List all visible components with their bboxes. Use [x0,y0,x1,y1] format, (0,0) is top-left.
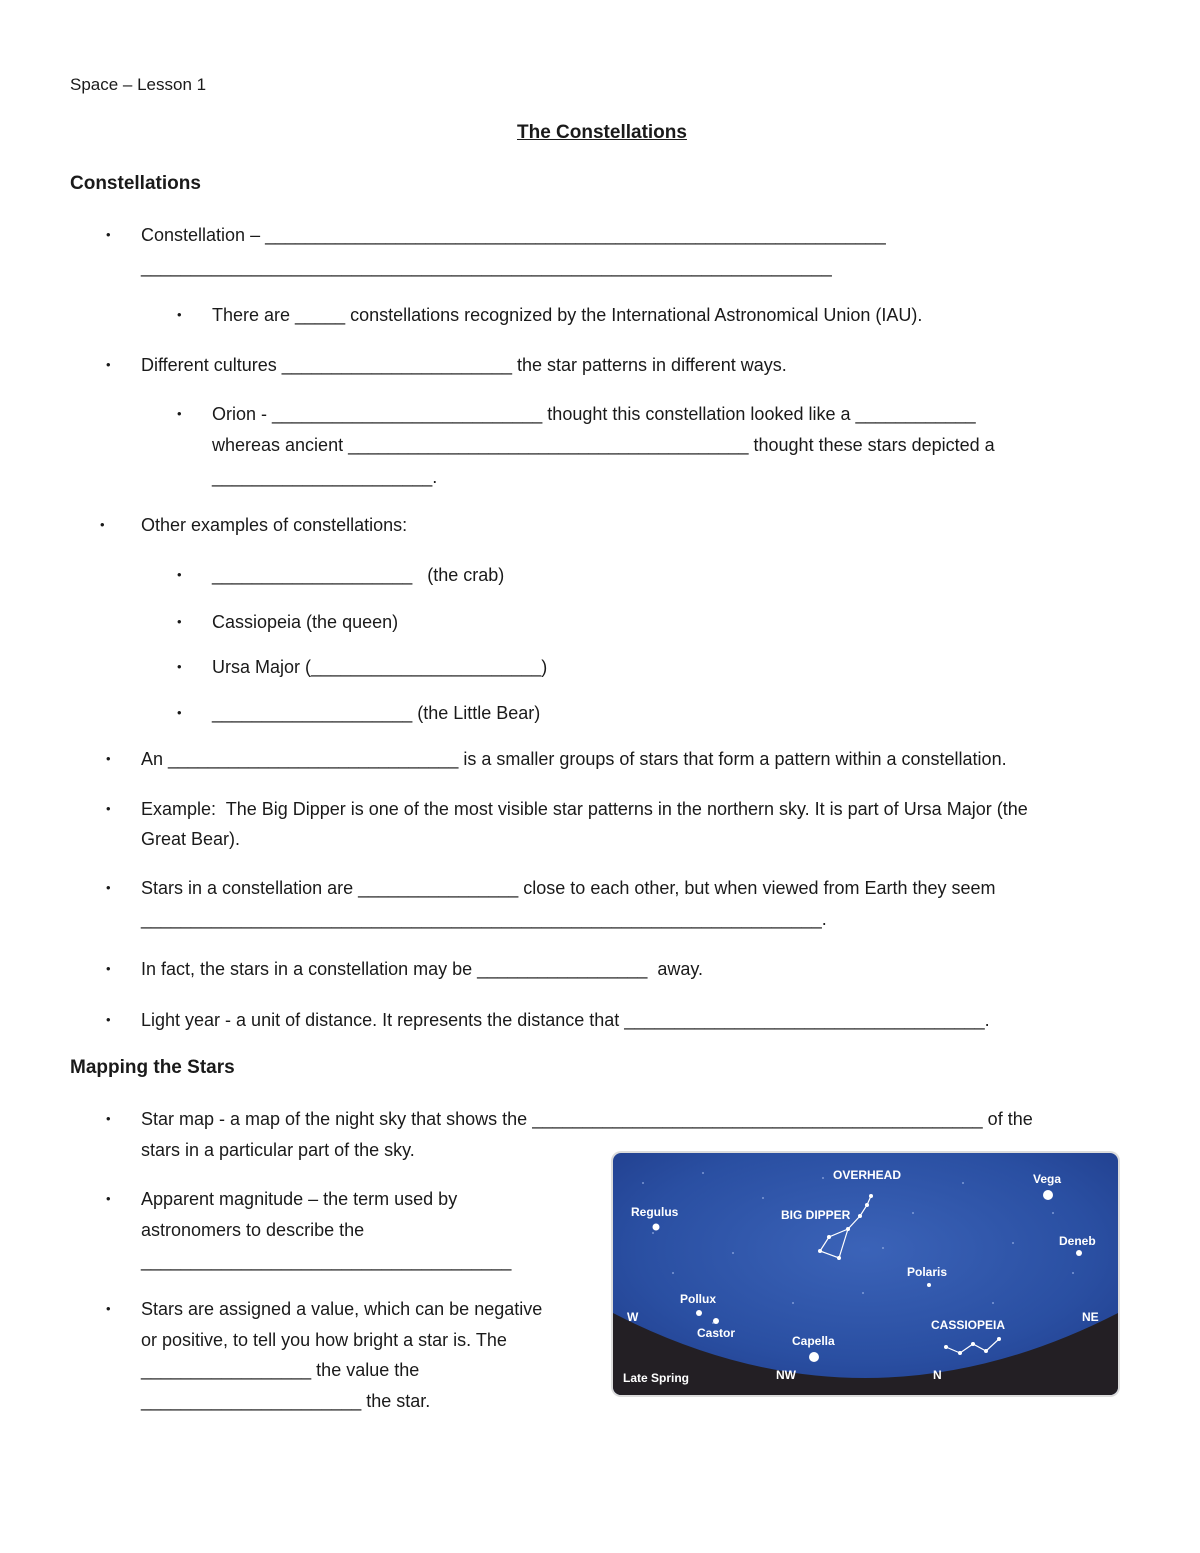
asterism-text: An _____________________________ is a smaller groups of stars that form a pattern within a constellation. [141,749,1007,769]
assigned-value-line-3: _________________ the value the [141,1360,420,1380]
light-year-text: Light year - a unit of distance. It represents the distance that ____________________________________. [141,1010,990,1030]
label-deneb: Deneb [1059,1234,1096,1248]
section-heading-mapping: Mapping the Stars [70,1057,235,1078]
assigned-value-line-4: ______________________ the star. [141,1391,431,1411]
bullet-icon: • [106,801,111,816]
star-castor [713,1318,719,1324]
label-big-dipper: BIG DIPPER [781,1208,851,1222]
label-west: W [627,1310,639,1324]
bullet-icon: • [106,1012,111,1027]
assigned-value-line-2: or positive, to tell you how bright a star is. The [141,1330,507,1350]
bullet-icon: • [106,357,111,372]
label-castor: Castor [697,1326,736,1340]
apparent-magnitude-line-2: astronomers to describe the [141,1220,365,1240]
bullet-icon: • [106,1191,111,1206]
star-capella [809,1352,819,1362]
example-ursa-major: Ursa Major (_______________________) [212,657,548,677]
label-season: Late Spring [623,1371,690,1385]
bullet-icon: • [106,1301,111,1316]
label-cassiopeia: CASSIOPEIA [931,1318,1006,1332]
bullet-icon: • [106,961,111,976]
bullet-icon: • [177,567,182,582]
page-title: The Constellations [517,122,687,143]
assigned-value-line-1: Stars are assigned a value, which can be negative [141,1299,543,1319]
label-capella: Capella [792,1334,835,1348]
label-vega: Vega [1033,1172,1062,1186]
example-crab: ____________________ (the crab) [212,565,505,585]
label-polaris: Polaris [907,1265,948,1279]
label-pollux: Pollux [680,1292,717,1306]
bullet-icon: • [177,307,182,322]
big-dipper-example-line-2: Great Bear). [141,829,241,849]
label-northeast: NE [1082,1310,1099,1324]
big-dipper-example-line-1: Example: The Big Dipper is one of the most visible star patterns in the northern sky. It is part of Ursa Major (the [141,799,1028,819]
orion-line-3: ______________________. [212,467,438,487]
cultures-text: Different cultures _______________________ the star patterns in different ways. [141,355,787,375]
bullet-icon: • [106,227,111,242]
star-map-line-2: stars in a particular part of the sky. [141,1140,415,1160]
label-north: N [933,1368,942,1382]
bullet-icon: • [106,1111,111,1126]
star-regulus [653,1224,660,1231]
bullet-icon: • [177,406,182,421]
orion-line-2: whereas ancient ________________________________________ thought these stars depicted a [212,435,995,455]
star-vega [1043,1190,1053,1200]
label-regulus: Regulus [631,1205,679,1219]
star-polaris [927,1283,931,1287]
stars-distance-line-1: Stars in a constellation are ________________ close to each other, but when viewed from Earth they seem [141,878,996,898]
orion-line-1: Orion - ___________________________ thought this constellation looked like a ____________ [212,404,976,424]
example-cassiopeia: Cassiopeia (the queen) [212,612,399,632]
star-map-image [613,1153,1118,1395]
header-text: Space – Lesson 1 [70,75,207,94]
star-pollux [696,1310,702,1316]
apparent-magnitude-line-3: _____________________________________ [141,1251,512,1271]
constellation-definition-line2: _____________________________________________________________________ [141,257,832,277]
star-deneb [1076,1250,1082,1256]
bullet-icon: • [177,614,182,629]
iau-text: There are _____ constellations recognized by the International Astronomical Union (IAU). [212,305,923,325]
constellation-definition: Constellation – ______________________________________________________________ [141,225,886,245]
example-little-bear: ____________________ (the Little Bear) [212,703,541,723]
label-overhead: OVERHEAD [833,1168,902,1182]
bullet-icon: • [177,659,182,674]
bullet-icon: • [106,751,111,766]
section-heading-constellations: Constellations [70,173,201,194]
stars-distance-line-2: ____________________________________________________________________. [141,909,827,929]
label-northwest: NW [776,1368,796,1382]
bullet-icon: • [100,517,105,532]
apparent-magnitude-line-1: Apparent magnitude – the term used by [141,1189,458,1209]
other-examples-text: Other examples of constellations: [141,515,408,535]
bullet-icon: • [177,705,182,720]
bullet-icon: • [106,880,111,895]
in-fact-text: In fact, the stars in a constellation may be _________________ away. [141,959,704,979]
star-map-line-1: Star map - a map of the night sky that shows the _____________________________________________ of the [141,1109,1033,1129]
